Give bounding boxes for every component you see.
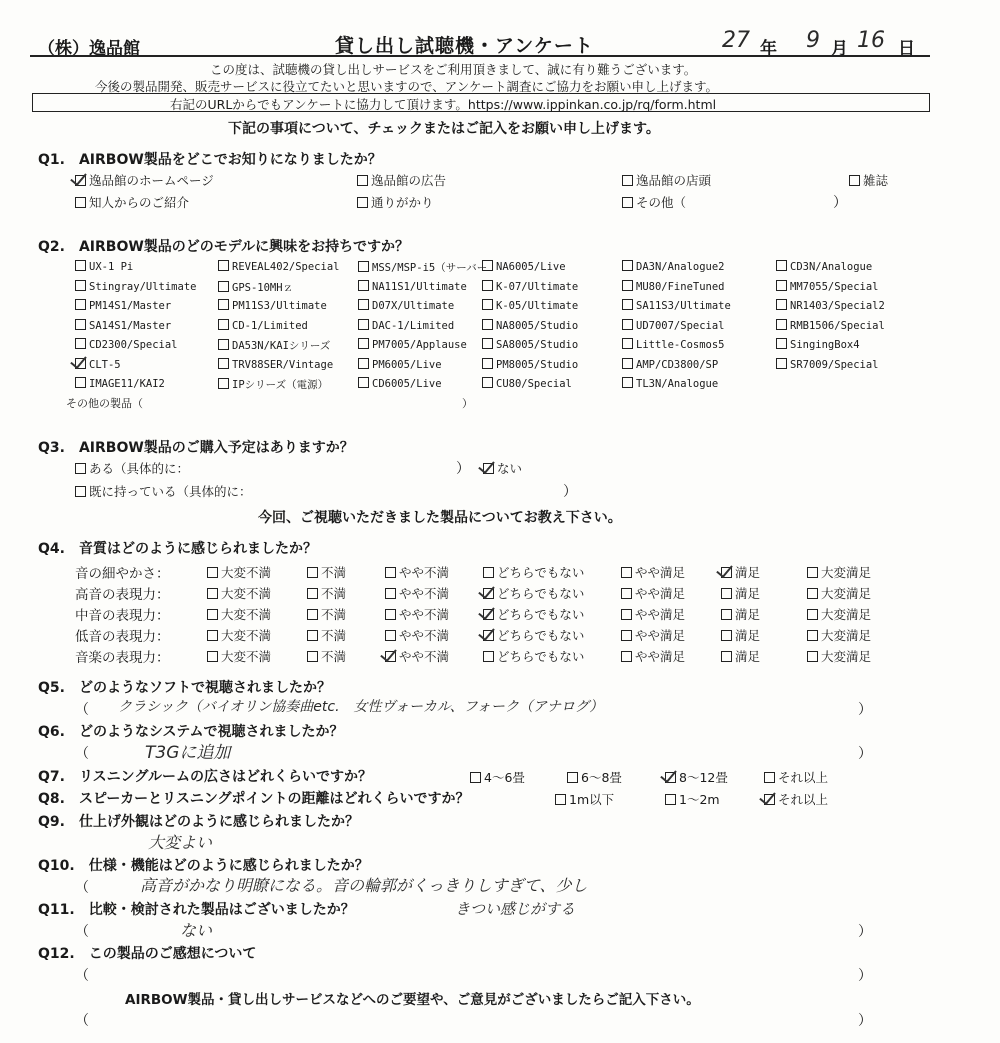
q2-model-option[interactable]: CD3N/Analogue	[776, 260, 872, 273]
checkbox[interactable]	[385, 609, 396, 620]
checkbox[interactable]	[218, 260, 229, 271]
form-title: 貸し出し試聴機・アンケート	[335, 35, 594, 57]
checkbox[interactable]	[482, 358, 493, 369]
checkbox[interactable]	[622, 197, 633, 208]
checkbox[interactable]	[75, 377, 86, 388]
q1-other-close: ）	[833, 195, 847, 211]
q2-model-option[interactable]: TL3N/Analogue	[622, 377, 718, 390]
q4-rating-option[interactable]: 不満	[307, 647, 346, 665]
checkbox[interactable]	[721, 588, 732, 599]
q1-option-homepage[interactable]: 逸品館のホームページ	[75, 171, 214, 189]
checkbox[interactable]	[358, 299, 369, 310]
q2-model-option[interactable]: IPシリーズ（電源）	[218, 377, 328, 392]
q2-model-option[interactable]: PM6005/Live	[358, 358, 442, 371]
q4-rating-option[interactable]: 大変不満	[207, 626, 271, 644]
checkbox[interactable]	[483, 609, 494, 620]
checkbox[interactable]	[207, 588, 218, 599]
checkbox[interactable]	[721, 609, 732, 620]
q4-rating-option[interactable]: やや満足	[621, 563, 685, 581]
q2-model-option[interactable]: CLT-5	[75, 358, 121, 371]
checkbox[interactable]	[807, 609, 818, 620]
q4-rating-option[interactable]: どちらでもない	[483, 584, 584, 602]
checkbox[interactable]	[482, 319, 493, 330]
checkbox[interactable]	[776, 260, 787, 271]
q4-rating-option[interactable]: 満足	[721, 647, 760, 665]
checkbox[interactable]	[482, 299, 493, 310]
q2-model-option[interactable]: SingingBox4	[776, 338, 860, 351]
q4-rating-option[interactable]: 大変満足	[807, 605, 871, 623]
q2-model-option[interactable]: AMP/CD3800/SP	[622, 358, 718, 371]
q12-open: （	[75, 968, 89, 984]
checkbox[interactable]	[776, 299, 787, 310]
q5-label: Q5. どのようなソフトで視聴されましたか？	[38, 680, 331, 696]
q4-rating-option[interactable]: やや満足	[621, 647, 685, 665]
q1-option-other[interactable]: その他（	[622, 193, 686, 211]
q5-answer[interactable]: クラシック（バイオリン協奏曲etc. 女性ヴォーカル、フォーク（アナログ）	[118, 699, 604, 715]
checkbox[interactable]	[218, 358, 229, 369]
q10-label: Q10. 仕様・機能はどのように感じられましたか？	[38, 858, 369, 874]
q2-model-option[interactable]: GPS-10MHｚ	[218, 280, 293, 295]
checkbox[interactable]	[621, 609, 632, 620]
q11-close: ）	[858, 924, 872, 940]
q2-model-option[interactable]: UX-1 Pi	[75, 260, 133, 273]
checkbox[interactable]	[218, 378, 229, 389]
q4-rating-option[interactable]: 満足	[721, 584, 760, 602]
checkbox[interactable]	[207, 609, 218, 620]
checkbox[interactable]	[358, 319, 369, 330]
q4-row-label: 中音の表現力：	[75, 608, 170, 624]
checkbox[interactable]	[358, 377, 369, 388]
q4-rating-option[interactable]: 満足	[721, 626, 760, 644]
checkbox[interactable]	[75, 280, 86, 291]
q4-rating-option[interactable]: やや不満	[385, 626, 449, 644]
checkbox[interactable]	[75, 319, 86, 330]
checkbox[interactable]	[622, 338, 633, 349]
q4-rating-option[interactable]: 不満	[307, 563, 346, 581]
footer-close: ）	[858, 1013, 872, 1029]
checkbox[interactable]	[482, 377, 493, 388]
q4-rating-option[interactable]: どちらでもない	[483, 647, 584, 665]
checkbox[interactable]	[622, 175, 633, 186]
q9-answer[interactable]: 大変よい	[148, 833, 213, 852]
q2-model-option[interactable]: MU80/FineTuned	[622, 280, 725, 293]
year-label: 年	[760, 39, 777, 59]
q4-rating-option[interactable]: 大変満足	[807, 584, 871, 602]
q7-option[interactable]: 8～12畳	[665, 768, 728, 786]
q10-answer-line-1[interactable]: 高音がかなり明瞭になる。音の輪郭がくっきりしすぎて、少し	[140, 876, 588, 895]
q2-model-option[interactable]: K-05/Ultimate	[482, 299, 578, 312]
q6-answer[interactable]: T3Gに追加	[145, 743, 231, 763]
checkbox[interactable]	[358, 358, 369, 369]
q8-option[interactable]: それ以上	[764, 790, 828, 808]
checkbox[interactable]	[621, 567, 632, 578]
checkbox[interactable]	[621, 630, 632, 641]
checkbox[interactable]	[75, 486, 86, 497]
q2-model-option[interactable]: MSS/MSP-i5（サーバー	[358, 260, 487, 275]
q7-label: Q7. リスニングルームの広さはどれくらいですか？	[38, 769, 372, 785]
checkbox[interactable]	[75, 299, 86, 310]
header-rule	[30, 55, 930, 57]
month-label: 月	[831, 39, 848, 59]
checkbox[interactable]	[307, 651, 318, 662]
checkbox[interactable]	[482, 338, 493, 349]
checkbox[interactable]	[776, 280, 787, 291]
checkbox[interactable]	[385, 588, 396, 599]
checkbox[interactable]	[776, 338, 787, 349]
q2-model-option[interactable]: SA8005/Studio	[482, 338, 578, 351]
q9-label: Q9. 仕上げ外観はどのように感じられましたか？	[38, 814, 359, 830]
q2-model-option[interactable]: D07X/Ultimate	[358, 299, 454, 312]
q2-label: Q2. AIRBOW製品のどのモデルに興味をお持ちですか？	[38, 239, 409, 255]
checkbox[interactable]	[385, 651, 396, 662]
footer-note: AIRBOW製品・貸し出しサービスなどへのご要望や、ご意見がございましたらご記入下さい。	[125, 992, 700, 1008]
q5-close: ）	[858, 702, 872, 718]
url-line: 右記のURLからでもアンケートに協力して頂けます。https://www.ippinkan.co.jp/rq/form.html	[170, 97, 717, 112]
checkbox[interactable]	[721, 630, 732, 641]
q1-option-magazine[interactable]: 雑誌	[849, 171, 888, 189]
q1-option-referral[interactable]: 知人からのご紹介	[75, 193, 189, 211]
checkbox[interactable]	[75, 197, 86, 208]
q2-model-option[interactable]: SR7009/Special	[776, 358, 879, 371]
q3-option-owned[interactable]: 既に持っている（具体的に：	[75, 482, 252, 500]
q2-model-option[interactable]: CD-1/Limited	[218, 319, 308, 332]
checkbox[interactable]	[385, 567, 396, 578]
q3-option-yes[interactable]: ある（具体的に：	[75, 459, 189, 477]
checkbox[interactable]	[621, 588, 632, 599]
q1-option-passing[interactable]: 通りがかり	[357, 193, 434, 211]
instruction: 下記の事項について、チェックまたはご記入をお願い申し上げます。	[228, 121, 660, 137]
checkbox[interactable]	[621, 651, 632, 662]
q4-rating-option[interactable]: やや不満	[385, 563, 449, 581]
checkbox[interactable]	[385, 630, 396, 641]
q4-row-label: 音の細やかさ：	[75, 566, 170, 582]
q2-model-option[interactable]: NA11S1/Ultimate	[358, 280, 467, 293]
q4-rating-option[interactable]: 大変満足	[807, 563, 871, 581]
q4-rating-option[interactable]: やや満足	[621, 605, 685, 623]
q1-label: Q1. AIRBOW製品をどこでお知りになりましたか？	[38, 152, 382, 168]
checkbox[interactable]	[482, 280, 493, 291]
q2-model-option[interactable]: REVEAL402/Special	[218, 260, 339, 273]
q2-model-option[interactable]: PM14S1/Master	[75, 299, 171, 312]
checkbox[interactable]	[483, 463, 494, 474]
q4-label: Q4. 音質はどのように感じられましたか？	[38, 541, 317, 557]
checkbox[interactable]	[218, 299, 229, 310]
checkbox[interactable]	[357, 197, 368, 208]
checkbox[interactable]	[482, 260, 493, 271]
checkbox[interactable]	[358, 261, 369, 272]
q4-rating-option[interactable]: 満足	[721, 563, 760, 581]
q1-option-store[interactable]: 逸品館の店頭	[622, 171, 711, 189]
checkbox[interactable]	[622, 299, 633, 310]
checkbox[interactable]	[665, 794, 676, 805]
checkbox[interactable]	[807, 630, 818, 641]
checkbox[interactable]	[307, 630, 318, 641]
checkbox[interactable]	[307, 567, 318, 578]
intro-line-2: 今後の製品開発、販売サービスに役立てたいと思いますので、アンケート調査にご協力をお願い申し上げます。	[95, 79, 719, 94]
q3-owned-close: ）	[563, 484, 577, 500]
q10-answer-line-2[interactable]: きつい感じがする	[455, 900, 576, 918]
checkbox[interactable]	[721, 567, 732, 578]
q7-option[interactable]: 6～8畳	[567, 768, 622, 786]
q2-model-option[interactable]: Stingray/Ultimate	[75, 280, 196, 293]
q2-model-option[interactable]: CU80/Special	[482, 377, 572, 390]
checkbox[interactable]	[358, 280, 369, 291]
q2-model-option[interactable]: MM7055/Special	[776, 280, 879, 293]
checkbox[interactable]	[807, 567, 818, 578]
q7-option[interactable]: 4～6畳	[470, 768, 525, 786]
q2-model-option[interactable]: NA8005/Studio	[482, 319, 578, 332]
q4-rating-option[interactable]: どちらでもない	[483, 626, 584, 644]
checkbox[interactable]	[218, 339, 229, 350]
checkbox[interactable]	[764, 794, 775, 805]
q4-row-label: 高音の表現力：	[75, 587, 170, 603]
q4-row-label: 低音の表現力：	[75, 629, 170, 645]
footer-open: （	[75, 1013, 89, 1029]
q4-rating-option[interactable]: やや不満	[385, 647, 449, 665]
intro-line-1: この度は、試聴機の貸し出しサービスをご利用頂きまして、誠に有り難うございます。	[210, 62, 697, 77]
checkbox[interactable]	[622, 280, 633, 291]
q2-model-option[interactable]: IMAGE11/KAI2	[75, 377, 165, 390]
q2-model-option[interactable]: NA6005/Live	[482, 260, 566, 273]
checkbox[interactable]	[470, 772, 481, 783]
q4-rating-option[interactable]: どちらでもない	[483, 563, 584, 581]
checkbox[interactable]	[483, 651, 494, 662]
q12-close: ）	[858, 968, 872, 984]
q1-option-ad[interactable]: 逸品館の広告	[357, 171, 446, 189]
date-month: 9	[806, 28, 820, 53]
q3-yes-close: ）	[456, 461, 470, 477]
q3-option-no[interactable]: ない	[483, 459, 522, 477]
q4-rating-option[interactable]: 不満	[307, 626, 346, 644]
q6-open: （	[75, 746, 89, 762]
date-day: 16	[857, 28, 885, 53]
q4-rating-option[interactable]: 大変不満	[207, 605, 271, 623]
checkbox[interactable]	[483, 630, 494, 641]
q2-model-option[interactable]: DA53N/KAIシリーズ	[218, 338, 330, 353]
q8-option[interactable]: 1～2m	[665, 790, 720, 808]
checkbox[interactable]	[307, 588, 318, 599]
checkbox[interactable]	[665, 772, 676, 783]
q4-rating-option[interactable]: やや満足	[621, 584, 685, 602]
q4-rating-option[interactable]: やや満足	[621, 626, 685, 644]
date-year: 27	[722, 28, 750, 53]
section-2-heading: 今回、ご視聴いただきました製品についてお教え下さい。	[258, 510, 622, 526]
q2-other-close: ）	[462, 397, 473, 410]
q7-option[interactable]: それ以上	[764, 768, 828, 786]
q6-close: ）	[858, 746, 872, 762]
q2-model-option[interactable]: DAC-1/Limited	[358, 319, 454, 332]
checkbox[interactable]	[207, 630, 218, 641]
q2-model-option[interactable]: SA14S1/Master	[75, 319, 171, 332]
checkbox[interactable]	[622, 358, 633, 369]
q8-option[interactable]: 1m以下	[555, 790, 614, 808]
q4-rating-option[interactable]: やや不満	[385, 605, 449, 623]
checkbox[interactable]	[75, 358, 86, 369]
checkbox[interactable]	[483, 567, 494, 578]
q6-label: Q6. どのようなシステムで視聴されましたか？	[38, 724, 344, 740]
q2-model-option[interactable]: TRV88SER/Vintage	[218, 358, 333, 371]
q4-rating-option[interactable]: 大変不満	[207, 647, 271, 665]
q2-model-option[interactable]: PM8005/Studio	[482, 358, 578, 371]
checkbox[interactable]	[555, 794, 566, 805]
q2-model-option[interactable]: Little-Cosmos5	[622, 338, 725, 351]
q12-label: Q12. この製品のご感想について	[38, 946, 257, 962]
q2-model-option[interactable]: UD7007/Special	[622, 319, 725, 332]
checkbox[interactable]	[218, 319, 229, 330]
q4-rating-option[interactable]: どちらでもない	[483, 605, 584, 623]
checkbox[interactable]	[721, 651, 732, 662]
checkbox[interactable]	[776, 358, 787, 369]
q11-label: Q11. 比較・検討された製品はございましたか？	[38, 902, 355, 918]
q11-answer[interactable]: ない	[180, 921, 213, 940]
checkbox[interactable]	[75, 260, 86, 271]
q4-rating-option[interactable]: 満足	[721, 605, 760, 623]
checkbox[interactable]	[75, 463, 86, 474]
q4-row-label: 音楽の表現力：	[75, 650, 170, 666]
q2-model-option[interactable]: K-07/Ultimate	[482, 280, 578, 293]
q4-rating-option[interactable]: 不満	[307, 584, 346, 602]
q5-open: （	[75, 702, 89, 718]
q4-rating-option[interactable]: やや不満	[385, 584, 449, 602]
company-name: （株）逸品館	[38, 39, 140, 59]
checkbox[interactable]	[622, 260, 633, 271]
q4-rating-option[interactable]: 大変不満	[207, 563, 271, 581]
checkbox[interactable]	[776, 319, 787, 330]
checkbox[interactable]	[307, 609, 318, 620]
q4-rating-option[interactable]: 大変不満	[207, 584, 271, 602]
q2-model-option[interactable]: PM11S3/Ultimate	[218, 299, 327, 312]
q2-model-option[interactable]: CD6005/Live	[358, 377, 442, 390]
q4-rating-option[interactable]: 大変満足	[807, 647, 871, 665]
checkbox[interactable]	[483, 588, 494, 599]
checkbox[interactable]	[75, 175, 86, 186]
checkbox[interactable]	[207, 651, 218, 662]
checkbox[interactable]	[622, 319, 633, 330]
checkbox[interactable]	[622, 377, 633, 388]
checkbox[interactable]	[849, 175, 860, 186]
q2-model-option[interactable]: PM7005/Applause	[358, 338, 467, 351]
day-label: 日	[898, 39, 915, 59]
q2-model-option[interactable]: SA11S3/Ultimate	[622, 299, 731, 312]
checkbox[interactable]	[218, 281, 229, 292]
q2-model-option[interactable]: CD2300/Special	[75, 338, 178, 351]
q2-other-products: その他の製品（	[66, 397, 143, 410]
q10-open: （	[75, 880, 89, 896]
checkbox[interactable]	[764, 772, 775, 783]
checkbox[interactable]	[75, 338, 86, 349]
q2-model-option[interactable]: RMB1506/Special	[776, 319, 885, 332]
checkbox[interactable]	[357, 175, 368, 186]
checkbox[interactable]	[358, 338, 369, 349]
checkbox[interactable]	[207, 567, 218, 578]
q4-rating-option[interactable]: 不満	[307, 605, 346, 623]
checkbox[interactable]	[807, 651, 818, 662]
checkbox[interactable]	[807, 588, 818, 599]
q2-model-option[interactable]: NR1403/Special2	[776, 299, 885, 312]
q3-label: Q3. AIRBOW製品のご購入予定はありますか？	[38, 440, 354, 456]
checkbox[interactable]	[567, 772, 578, 783]
q2-model-option[interactable]: DA3N/Analogue2	[622, 260, 725, 273]
q8-label: Q8. スピーカーとリスニングポイントの距離はどれくらいですか？	[38, 791, 470, 807]
q4-rating-option[interactable]: 大変満足	[807, 626, 871, 644]
q11-open: （	[75, 924, 89, 940]
